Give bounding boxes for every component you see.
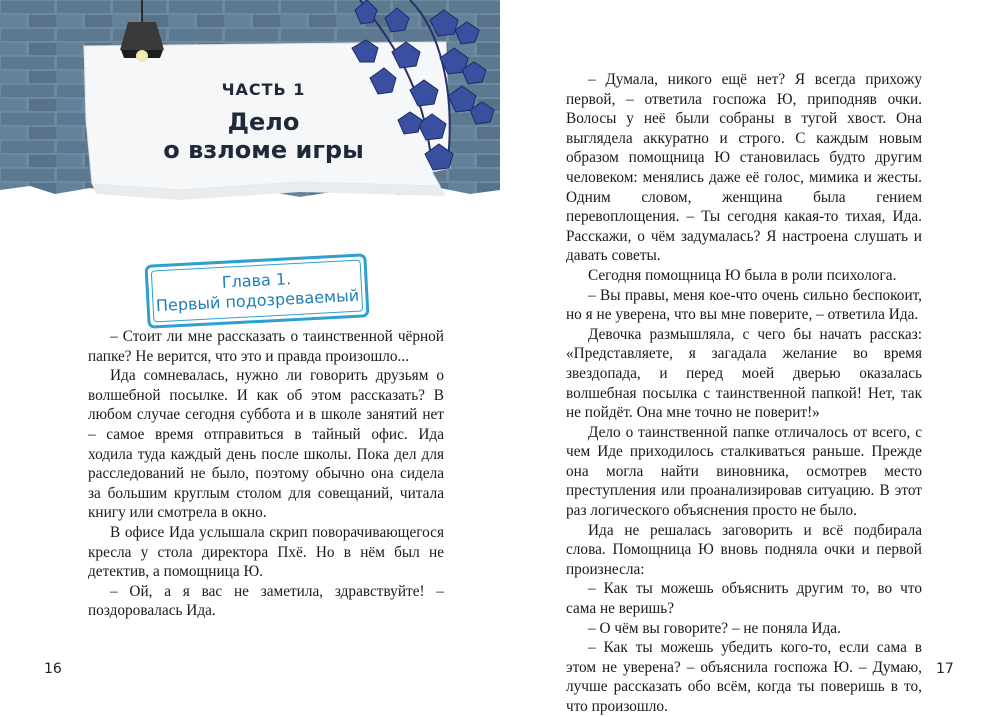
paragraph: – Ой, а я вас не заметила, здравствуйте! – поздоровалась Ида. <box>88 582 444 620</box>
chapter-stamp <box>144 253 369 329</box>
part-title-line-1: Дело <box>227 108 300 136</box>
part-title <box>86 108 441 164</box>
chapter-title: Первый подозреваемый <box>155 285 360 316</box>
page-number-left: 16 <box>44 661 62 677</box>
paragraph: В офисе Ида услышала скрип поворачивающегося кресла у стола директора Пхё. Но в нём был не детектив, а помощница Ю. <box>88 523 444 581</box>
paragraph: – Думала, никого ещё нет? Я всегда прихожу первой, – ответила госпожа Ю, приподняв очки. Волосы у неё были собраны в тугой хвост. Она выглядела аккуратно и строго. С каждым новым образом помощница Ю становилась будто другим человеком: менялись даже её голос, мимика и жесты. Одним словом, женщина была гением перевоплощения. – Ты сегодня какая-то тихая, Ида. Расскажи, о чём задумалась? Я настроена слушать и давать советы. <box>566 71 922 265</box>
paragraph: Ида не решалась заговорить и всё подбирала слова. Помощница Ю вновь подняла очки и первой произнесла: <box>566 521 922 578</box>
paragraph: – Стоит ли мне рассказать о таинственной чёрной папке? Не верится, что это и правда произошло... <box>88 328 444 365</box>
paragraph: – Как ты можешь убедить кого-то, если сама в этом не уверена? – объяснила госпожа Ю. – Думаю, лучше рассказать обо всём, когда ты поверишь в то, что произошло. <box>566 639 922 715</box>
paragraph: – Как ты можешь объяснить другим то, во что сама не веришь? <box>566 580 922 618</box>
paragraph: Ида сомневалась, нужно ли говорить друзьям о волшебной посылке. И как об этом рассказать? В любом случае сегодня суббота и в школе занятий нет – самое время отправиться в тайный офис. Ида ходила туда каждый день после школы. Пока дел для расследований не было, поэтому обычно она сидела за большим круглым столом для совещаний, читала книгу или смотрела в окно. <box>88 367 444 522</box>
paragraph: – Вы правы, меня кое-что очень сильно беспокоит, но я не уверена, что вы мне поверите, – ответила Ида. <box>566 286 922 324</box>
paragraph: – О чём вы говорите? – не поняла Ида. <box>588 619 841 637</box>
part-title-card <box>86 46 441 186</box>
paragraph: Дело о таинственной папке отличалось от всего, с чем Иде приходилось сталкиваться раньше. Прежде она могла найти виновника, осмотрев место преступления или проанализировав ситуацию. В этот раз логического объяснения просто не было. <box>566 423 922 520</box>
part-label: ЧАСТЬ 1 <box>221 80 306 99</box>
paragraph: Сегодня помощница Ю была в роли психолога. <box>588 266 897 284</box>
page-number-right: 17 <box>936 661 954 677</box>
right-page-text <box>566 70 922 717</box>
chapter-number: Глава 1. <box>221 269 292 292</box>
left-page-text <box>88 327 444 621</box>
part-title-line-2: о взломе игры <box>163 136 364 164</box>
paragraph: Девочка размышляла, с чего бы начать рассказ: «Представляете, я загадала желание во время звездопада, и перед моей дверью оказалась волшебная посылка с таинственной папкой! Нет, так не пойдёт. Она мне точно не поверит!» <box>566 325 922 422</box>
